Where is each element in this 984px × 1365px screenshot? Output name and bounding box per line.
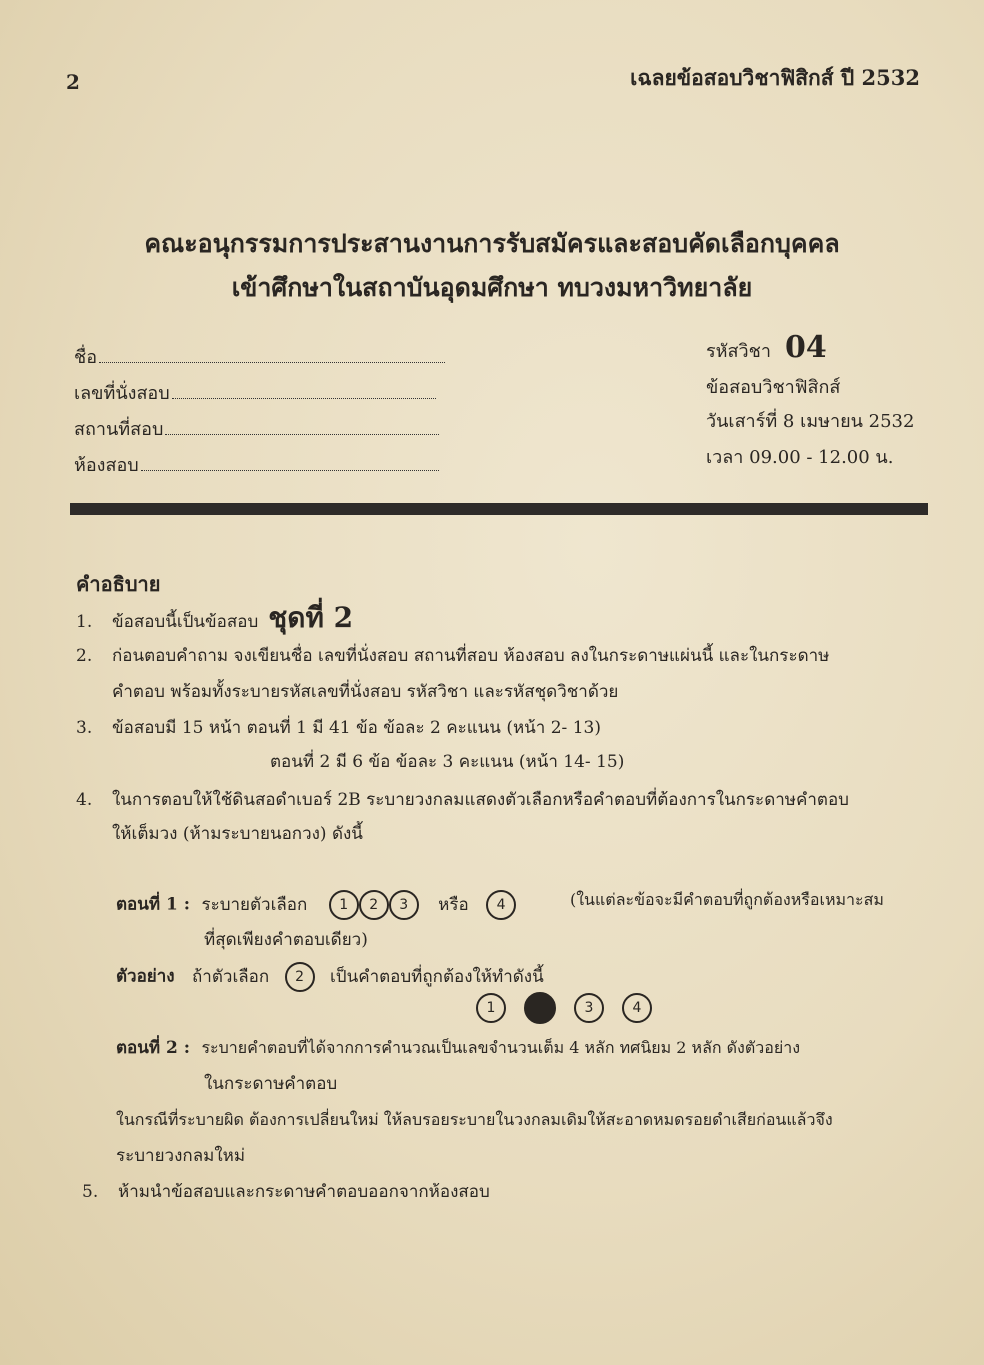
example-line <box>116 962 544 992</box>
instruction-item-2-cont: คำตอบ พร้อมทั้งระบายรหัสเลขที่นั่งสอบ รหัสวิชา และรหัสชุดวิชาด้วย <box>112 682 619 702</box>
instruction-item-1 <box>76 601 354 634</box>
exam-room-label: ห้องสอบ <box>74 455 139 476</box>
subject-code-value: 04 <box>784 330 827 365</box>
part1-note: (ในแต่ละข้อจะมีคำตอบที่ถูกต้องหรือเหมาะสม <box>570 890 884 909</box>
part1-label: ตอนที่ 1 : <box>116 894 191 915</box>
divider-bar <box>70 503 928 515</box>
item-text: ในการตอบให้ใช้ดินสอดำเบอร์ 2B ระบายวงกลมแสดงตัวเลือกหรือคำตอบที่ต้องการในกระดาษคำตอบ <box>112 790 849 810</box>
item-text: ห้ามนำข้อสอบและกระดาษคำตอบออกจากห้องสอบ <box>118 1182 490 1202</box>
instruction-item-2 <box>76 644 829 668</box>
item-text: ก่อนตอบคำถาม จงเขียนชื่อ เลขที่นั่งสอบ สถานที่สอบ ห้องสอบ ลงในกระดาษแผ่นนี้ และในกระดาษ <box>112 646 830 666</box>
item-number: 5. <box>82 1182 99 1202</box>
example-label: ตัวอย่าง <box>116 966 175 987</box>
name-field[interactable] <box>74 342 445 371</box>
choice-circle-3: 3 <box>389 890 419 920</box>
item-text: ข้อสอบนี้เป็นข้อสอบ <box>112 612 259 632</box>
bubble-4: 4 <box>622 993 652 1023</box>
instruction-item-3-cont: ตอนที่ 2 มี 6 ข้อ ข้อละ 3 คะแนน (หน้า 14- 15) <box>270 752 625 772</box>
item-text: ข้อสอบมี 15 หน้า ตอนที่ 1 มี 41 ข้อ ข้อละ 2 คะแนน (หน้า 2- 13) <box>112 718 601 738</box>
item-number: 3. <box>76 718 93 738</box>
correction-note-cont: ระบายวงกลมใหม่ <box>116 1146 246 1166</box>
seat-number-label: เลขที่นั่งสอบ <box>74 383 170 404</box>
item-number: 4. <box>76 790 93 810</box>
bubble-2-filled <box>524 992 556 1024</box>
seat-number-field[interactable] <box>74 378 436 407</box>
choice-circle-1: 1 <box>329 890 359 920</box>
part2-instruction <box>116 1036 800 1060</box>
name-label: ชื่อ <box>74 347 98 368</box>
part1-instruction <box>116 890 516 920</box>
part2-text: ระบายคำตอบที่ได้จากการคำนวณเป็นเลขจำนวนเต็ม 4 หลัก ทศนิยม 2 หลัก ดังตัวอย่าง <box>201 1038 801 1057</box>
example-text: ถ้าตัวเลือก <box>192 966 270 987</box>
exam-date: วันเสาร์ที่ 8 เมษายน 2532 <box>706 411 915 432</box>
instruction-item-4-cont: ให้เต็มวง (ห้ามระบายนอกวง) ดังนี้ <box>112 824 363 844</box>
part1-note-cont: ที่สุดเพียงคำตอบเดียว) <box>204 930 368 950</box>
part2-text-cont: ในกระดาษคำตอบ <box>204 1074 338 1094</box>
exam-room-field[interactable] <box>74 450 439 479</box>
item-number: 2. <box>76 646 93 666</box>
subject-code <box>706 330 827 365</box>
instruction-item-3 <box>76 716 601 740</box>
part2-label: ตอนที่ 2 : <box>116 1038 191 1058</box>
committee-title: คณะอนุกรรมการประสานงานการรับสมัครและสอบคัดเลือกบุคคล <box>144 229 840 258</box>
exam-set-label: ชุดที่ 2 <box>268 601 354 634</box>
running-header: เฉลยข้อสอบวิชาฟิสิกส์ ปี 2532 <box>630 65 920 90</box>
exam-venue-label: สถานที่สอบ <box>74 419 164 440</box>
choice-circle-4: 4 <box>486 890 516 920</box>
correction-note: ในกรณีที่ระบายผิด ต้องการเปลี่ยนใหม่ ให้ลบรอยระบายในวงกลมเดิมให้สะอาดหมดรอยดำเสียก่อนแล้วจึง <box>116 1110 833 1129</box>
bubble-3: 3 <box>574 993 604 1023</box>
part1-text: ระบายตัวเลือก <box>201 894 308 915</box>
instructions-heading: คำอธิบาย <box>76 572 161 596</box>
page-number: 2 <box>66 70 80 94</box>
instruction-item-5 <box>82 1180 490 1204</box>
or-word: หรือ <box>438 894 469 915</box>
example-filled-bubbles <box>476 992 652 1024</box>
choice-circle-2: 2 <box>359 890 389 920</box>
subject-code-label: รหัสวิชา <box>706 341 771 362</box>
subject-name: ข้อสอบวิชาฟิสิกส์ <box>706 377 841 398</box>
example-choice-circle: 2 <box>285 962 315 992</box>
exam-venue-field[interactable] <box>74 414 439 443</box>
example-text-2: เป็นคำตอบที่ถูกต้องให้ทำดังนี้ <box>329 966 544 987</box>
item-number: 1. <box>76 612 93 632</box>
instruction-item-4 <box>76 788 849 812</box>
exam-time: เวลา 09.00 - 12.00 น. <box>706 447 894 468</box>
bubble-1: 1 <box>476 993 506 1023</box>
committee-subtitle: เข้าศึกษาในสถาบันอุดมศึกษา ทบวงมหาวิทยาลัย <box>231 273 753 302</box>
